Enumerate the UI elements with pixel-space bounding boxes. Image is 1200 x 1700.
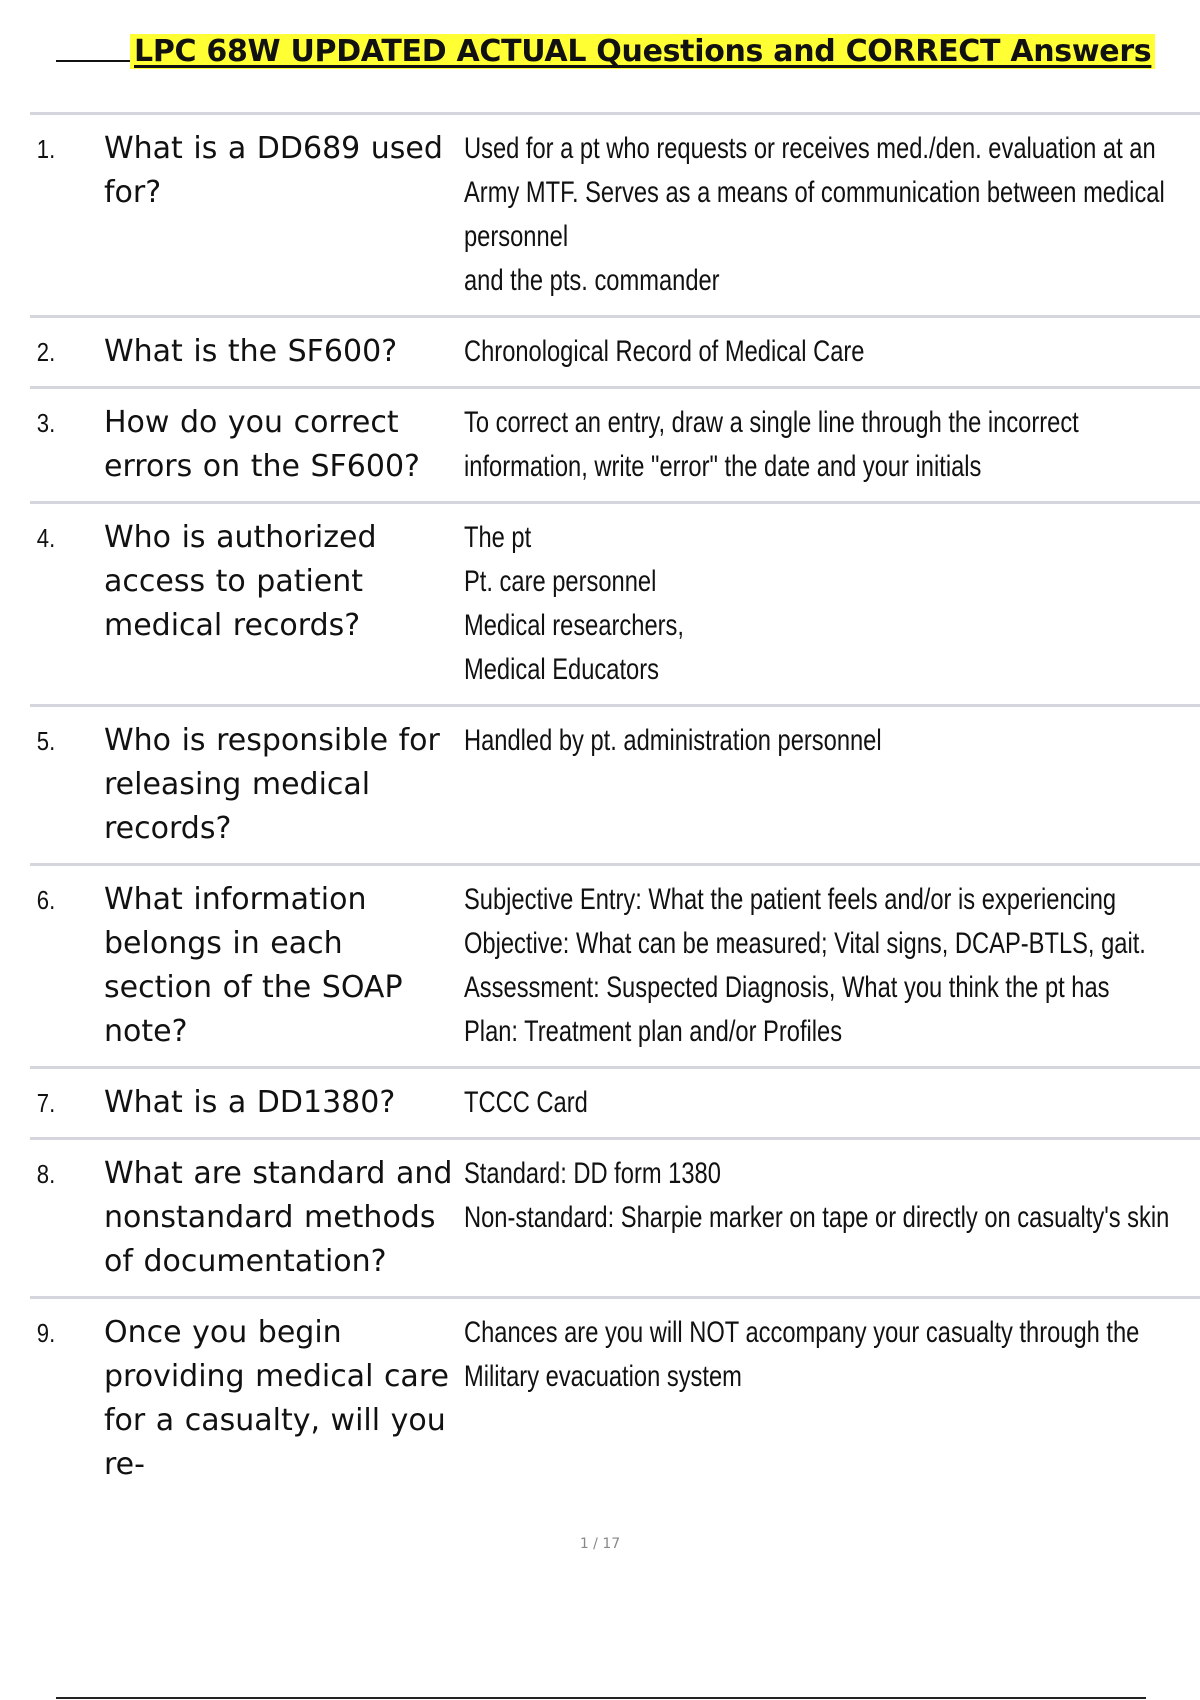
- qa-question: What is the SF600?: [104, 334, 398, 369]
- qa-question: What is a DD1380?: [104, 1085, 396, 1120]
- page-indicator: 1 / 17: [579, 1536, 621, 1552]
- qa-row-1: [30, 112, 1200, 315]
- qa-answer: TCCC Card: [464, 1086, 588, 1119]
- qa-row-8: [30, 1137, 1200, 1296]
- qa-answer: To correct an entry, draw a single line through the incorrect information, write "error" the date and your initials: [464, 406, 1079, 483]
- qa-answer: Standard: DD form 1380 Non-standard: Sharpie marker on tape or directly on casualty's skin: [464, 1157, 1170, 1234]
- qa-answer: Handled by pt. administration personnel: [464, 724, 882, 757]
- qa-number: 5.: [36, 726, 56, 756]
- qa-number: 4.: [36, 523, 56, 553]
- qa-row-5: [30, 704, 1200, 863]
- qa-answer: The pt Pt. care personnel Medical researchers, Medical Educators: [464, 521, 684, 686]
- qa-question: Once you begin providing medical care for a casualty, will you re-: [104, 1315, 449, 1482]
- title-leader-line: [56, 60, 130, 62]
- qa-question: What information belongs in each section of the SOAP note?: [104, 882, 403, 1049]
- qa-number: 1.: [36, 134, 56, 164]
- qa-question: What is a DD689 used for?: [104, 131, 443, 210]
- qa-question: How do you correct errors on the SF600?: [104, 405, 420, 484]
- qa-answer: Chances are you will NOT accompany your casualty through the Military evacuation system: [464, 1316, 1140, 1393]
- qa-number: 2.: [36, 337, 56, 367]
- qa-answer: Subjective Entry: What the patient feels and/or is experiencing Objective: What can be measured; Vital signs, DCAP-BTLS, gait. Assessment: Suspected Diagnosis, What you think the pt has Plan: Treatment plan and/or Profiles: [464, 883, 1146, 1048]
- qa-number: 3.: [36, 408, 56, 438]
- qa-question: Who is authorized access to patient medical records?: [104, 520, 377, 643]
- qa-list: [30, 112, 1200, 1499]
- qa-answer: Chronological Record of Medical Care: [464, 335, 865, 368]
- qa-row-6: [30, 863, 1200, 1066]
- qa-answer: Used for a pt who requests or receives med./den. evaluation at an Army MTF. Serves as a means of communication between medical personnel and the pts. commander: [464, 132, 1165, 297]
- qa-number: 9.: [36, 1318, 56, 1348]
- qa-number: 8.: [36, 1159, 56, 1189]
- footer-rule: [56, 1697, 1146, 1699]
- qa-question: What are standard and nonstandard methods of documentation?: [104, 1156, 453, 1279]
- qa-row-9: [30, 1296, 1200, 1499]
- qa-row-2: [30, 315, 1200, 386]
- qa-row-7: [30, 1066, 1200, 1137]
- document-title: LPC 68W UPDATED ACTUAL Questions and CORRECT Answers: [130, 34, 1155, 69]
- qa-question: Who is responsible for releasing medical records?: [104, 723, 440, 846]
- qa-row-3: [30, 386, 1200, 501]
- qa-number: 6.: [36, 885, 56, 915]
- qa-number: 7.: [36, 1088, 56, 1118]
- qa-row-4: [30, 501, 1200, 704]
